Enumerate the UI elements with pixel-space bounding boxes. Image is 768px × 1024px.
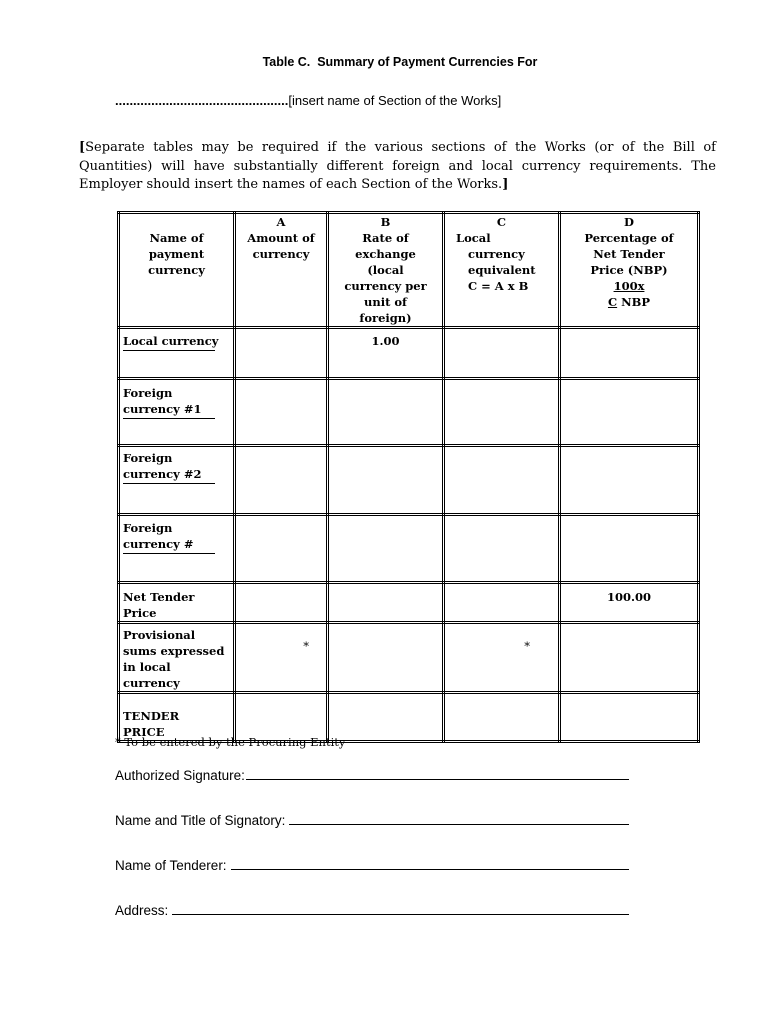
cell-local-currency-d — [560, 328, 699, 379]
row-label-foreign-currency-2 — [119, 446, 235, 515]
tenderer-blank-line — [231, 869, 629, 870]
cell-net-tender-d: 100.00 — [560, 583, 699, 623]
header-cell-c — [444, 213, 560, 328]
cell-foreign-1-c — [444, 379, 560, 446]
header-label-percentage: Percentage of Net Tender Price (NBP) — [584, 231, 674, 277]
note-close-bracket: ] — [502, 177, 509, 192]
section-name-hint: [insert name of Section of the Works] — [288, 93, 502, 108]
formula-numerator: 100x — [613, 279, 645, 293]
header-cell-d — [560, 213, 699, 328]
cell-foreign-n-b — [328, 515, 444, 583]
page-title: Table C. Summary of Payment Currencies For — [262, 55, 538, 69]
cell-foreign-1-d — [560, 379, 699, 446]
cell-net-tender-a — [235, 583, 328, 623]
row-label-text: TENDER PRICE — [123, 709, 180, 739]
header-cell-payment-currency — [119, 213, 235, 328]
header-letter-b: B — [380, 215, 391, 229]
table-row — [119, 328, 699, 379]
row-label-text: Net Tender Price — [123, 590, 195, 620]
row-label-text: Foreign currency #1 — [123, 386, 202, 416]
header-letter-a: A — [276, 215, 286, 229]
row-label-underline — [123, 350, 215, 351]
row-label-local-currency — [119, 328, 235, 379]
row-label-provisional-sums — [119, 623, 235, 693]
tenderer-name-field — [115, 858, 629, 874]
note-text: Separate tables may be required if the various sections of the Works (or of the Bill of Quantities) will have substantially different foreign and local currency requirements. The Employer should insert the names of each Section of the Works. — [79, 140, 716, 192]
cell-provisional-a: * — [235, 623, 328, 693]
field-label: Name of Tenderer: — [115, 858, 227, 873]
table-row — [119, 623, 699, 693]
cell-foreign-2-c — [444, 446, 560, 515]
cell-provisional-d — [560, 623, 699, 693]
section-name-blank: ................................................ — [115, 93, 289, 108]
cell-provisional-b — [328, 623, 444, 693]
header-letter-c: C — [496, 215, 507, 229]
cell-net-tender-c — [444, 583, 560, 623]
row-label-foreign-currency-1 — [119, 379, 235, 446]
header-cell-a — [235, 213, 328, 328]
formula-c: C — [607, 295, 618, 309]
cell-foreign-1-b — [328, 379, 444, 446]
address-blank-line — [172, 914, 629, 915]
table-row — [119, 446, 699, 515]
header-letter-d: D — [624, 215, 634, 229]
table-row — [119, 583, 699, 623]
address-field — [115, 903, 629, 919]
header-label-local-equivalent: Local currency equivalent C = A x B — [456, 231, 536, 293]
cell-foreign-2-a — [235, 446, 328, 515]
cell-local-currency-b: 1.00 — [328, 328, 444, 379]
header-label-amount: Amount of currency — [247, 231, 315, 261]
row-label-text: Local currency — [123, 334, 219, 348]
authorized-signature-field — [115, 768, 629, 784]
row-label-text: Provisional sums expressed in local currency — [123, 628, 225, 690]
table-footnote: * To be entered by the Procuring Entity — [115, 735, 346, 749]
table-row — [119, 379, 699, 446]
cell-foreign-1-a — [235, 379, 328, 446]
instruction-note — [79, 139, 716, 195]
cell-foreign-n-a — [235, 515, 328, 583]
row-label-underline — [123, 553, 215, 554]
cell-tender-price-d — [560, 693, 699, 742]
cell-foreign-2-b — [328, 446, 444, 515]
formula-nbp: NBP — [621, 295, 651, 309]
cell-foreign-2-d — [560, 446, 699, 515]
payment-currencies-table — [117, 211, 700, 743]
cell-foreign-n-c — [444, 515, 560, 583]
header-cell-b — [328, 213, 444, 328]
formula-numerator-line — [564, 278, 694, 294]
note-open-bracket: [ — [79, 140, 86, 155]
row-label-text: Foreign currency # — [123, 521, 194, 551]
row-label-underline — [123, 418, 215, 419]
cell-provisional-c: * — [444, 623, 560, 693]
row-label-text: Foreign currency #2 — [123, 451, 202, 481]
row-label-net-tender-price — [119, 583, 235, 623]
row-label-foreign-currency-n — [119, 515, 235, 583]
cell-net-tender-b — [328, 583, 444, 623]
section-name-line — [115, 93, 501, 109]
header-label-payment-currency: Name of payment currency — [148, 231, 205, 277]
header-label-rate: Rate of exchange (local currency per unit of foreign) — [344, 231, 427, 325]
cell-local-currency-c — [444, 328, 560, 379]
cell-foreign-n-d — [560, 515, 699, 583]
field-label: Authorized Signature: — [115, 768, 245, 783]
field-label: Address: — [115, 903, 169, 918]
cell-tender-price-c — [444, 693, 560, 742]
table-header-row — [119, 213, 699, 328]
table-row — [119, 515, 699, 583]
formula-denominator-line — [564, 294, 694, 310]
signature-blank-line — [246, 779, 629, 780]
signatory-name-title-field — [115, 813, 629, 829]
row-label-underline — [123, 483, 215, 484]
signatory-blank-line — [289, 824, 629, 825]
field-label: Name and Title of Signatory: — [115, 813, 286, 828]
cell-local-currency-a — [235, 328, 328, 379]
